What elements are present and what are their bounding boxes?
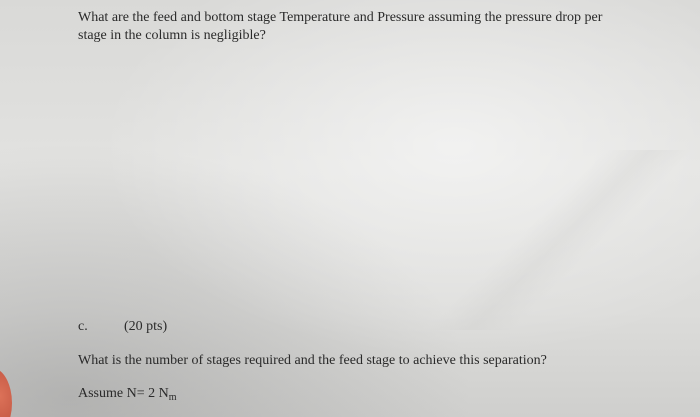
finger-edge xyxy=(0,368,12,417)
part-c-points: (20 pts) xyxy=(124,319,168,334)
assumption-line xyxy=(78,385,177,407)
question-b-line-2: stage in the column is negligible? xyxy=(78,28,266,43)
assumption-text: Assume N= 2 N xyxy=(78,386,169,401)
assumption-subscript: m xyxy=(168,392,177,403)
part-c-question: What is the number of stages required and the feed stage to achieve this separation? xyxy=(78,353,547,368)
part-c-label: c. xyxy=(78,319,88,334)
paper-shading xyxy=(430,150,690,330)
question-b-line-1: What are the feed and bottom stage Temperature and Pressure assuming the pressure drop per xyxy=(78,10,603,25)
